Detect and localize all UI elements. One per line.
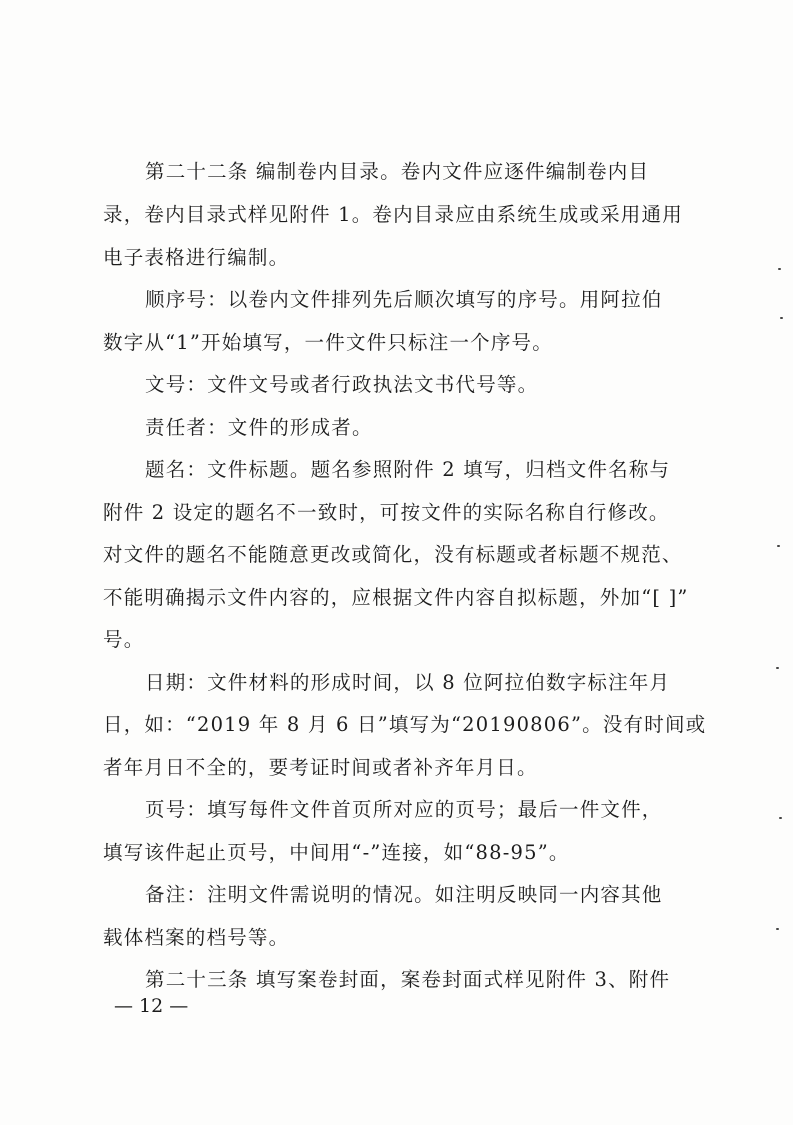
scan-mark: [777, 545, 780, 547]
text-line: 页号：填写每件文件首页所对应的页号；最后一件文件，: [145, 798, 663, 821]
text-line: 第二十三条 填写案卷封面，案卷封面式样见附件 3、附件: [145, 968, 671, 991]
text-line: 填写该件起止页号，中间用“-”连接，如“88-95”。: [103, 841, 570, 864]
text-line: 顺序号：以卷内文件排列先后顺次填写的序号。用阿拉伯: [145, 288, 663, 311]
scan-mark: [778, 268, 781, 270]
text-line: 不能明确揭示文件内容的，应根据文件内容自拟标题，外加“[ ]”: [103, 586, 689, 609]
text-line: 数字从“1”开始填写，一件文件只标注一个序号。: [103, 331, 553, 354]
text-line: 文号：文件文号或者行政执法文书代号等。: [145, 373, 539, 396]
page-number: — 12 —: [114, 995, 189, 1017]
text-line: 附件 2 设定的题名不一致时，可按文件的实际名称自行修改。: [103, 501, 670, 524]
text-line: 备注：注明文件需说明的情况。如注明反映同一内容其他: [145, 883, 663, 906]
scan-mark: [776, 928, 779, 930]
text-line: 题名：文件标题。题名参照附件 2 填写，归档文件名称与: [145, 458, 671, 481]
scan-mark: [776, 667, 779, 669]
text-line: 第二十二条 编制卷内目录。卷内文件应逐件编制卷内目: [145, 160, 650, 183]
text-line: 电子表格进行编制。: [103, 246, 290, 269]
text-line: 日，如：“2019 年 8 月 6 日”填写为“20190806”。没有时间或: [103, 713, 707, 736]
scan-mark: [779, 817, 782, 819]
text-line: 载体档案的档号等。: [103, 926, 290, 949]
text-line: 日期：文件材料的形成时间，以 8 位阿拉伯数字标注年月: [145, 671, 671, 694]
text-line: 对文件的题名不能随意更改或简化，没有标题或者标题不规范、: [103, 543, 683, 566]
text-line: 责任者：文件的形成者。: [145, 416, 373, 439]
text-line: 者年月日不全的，要考证时间或者补齐年月日。: [103, 756, 538, 779]
text-line: 录，卷内目录式样见附件 1。卷内目录应由系统生成或采用通用: [103, 203, 683, 226]
text-line: 号。: [103, 628, 145, 651]
scan-mark: [780, 317, 783, 319]
